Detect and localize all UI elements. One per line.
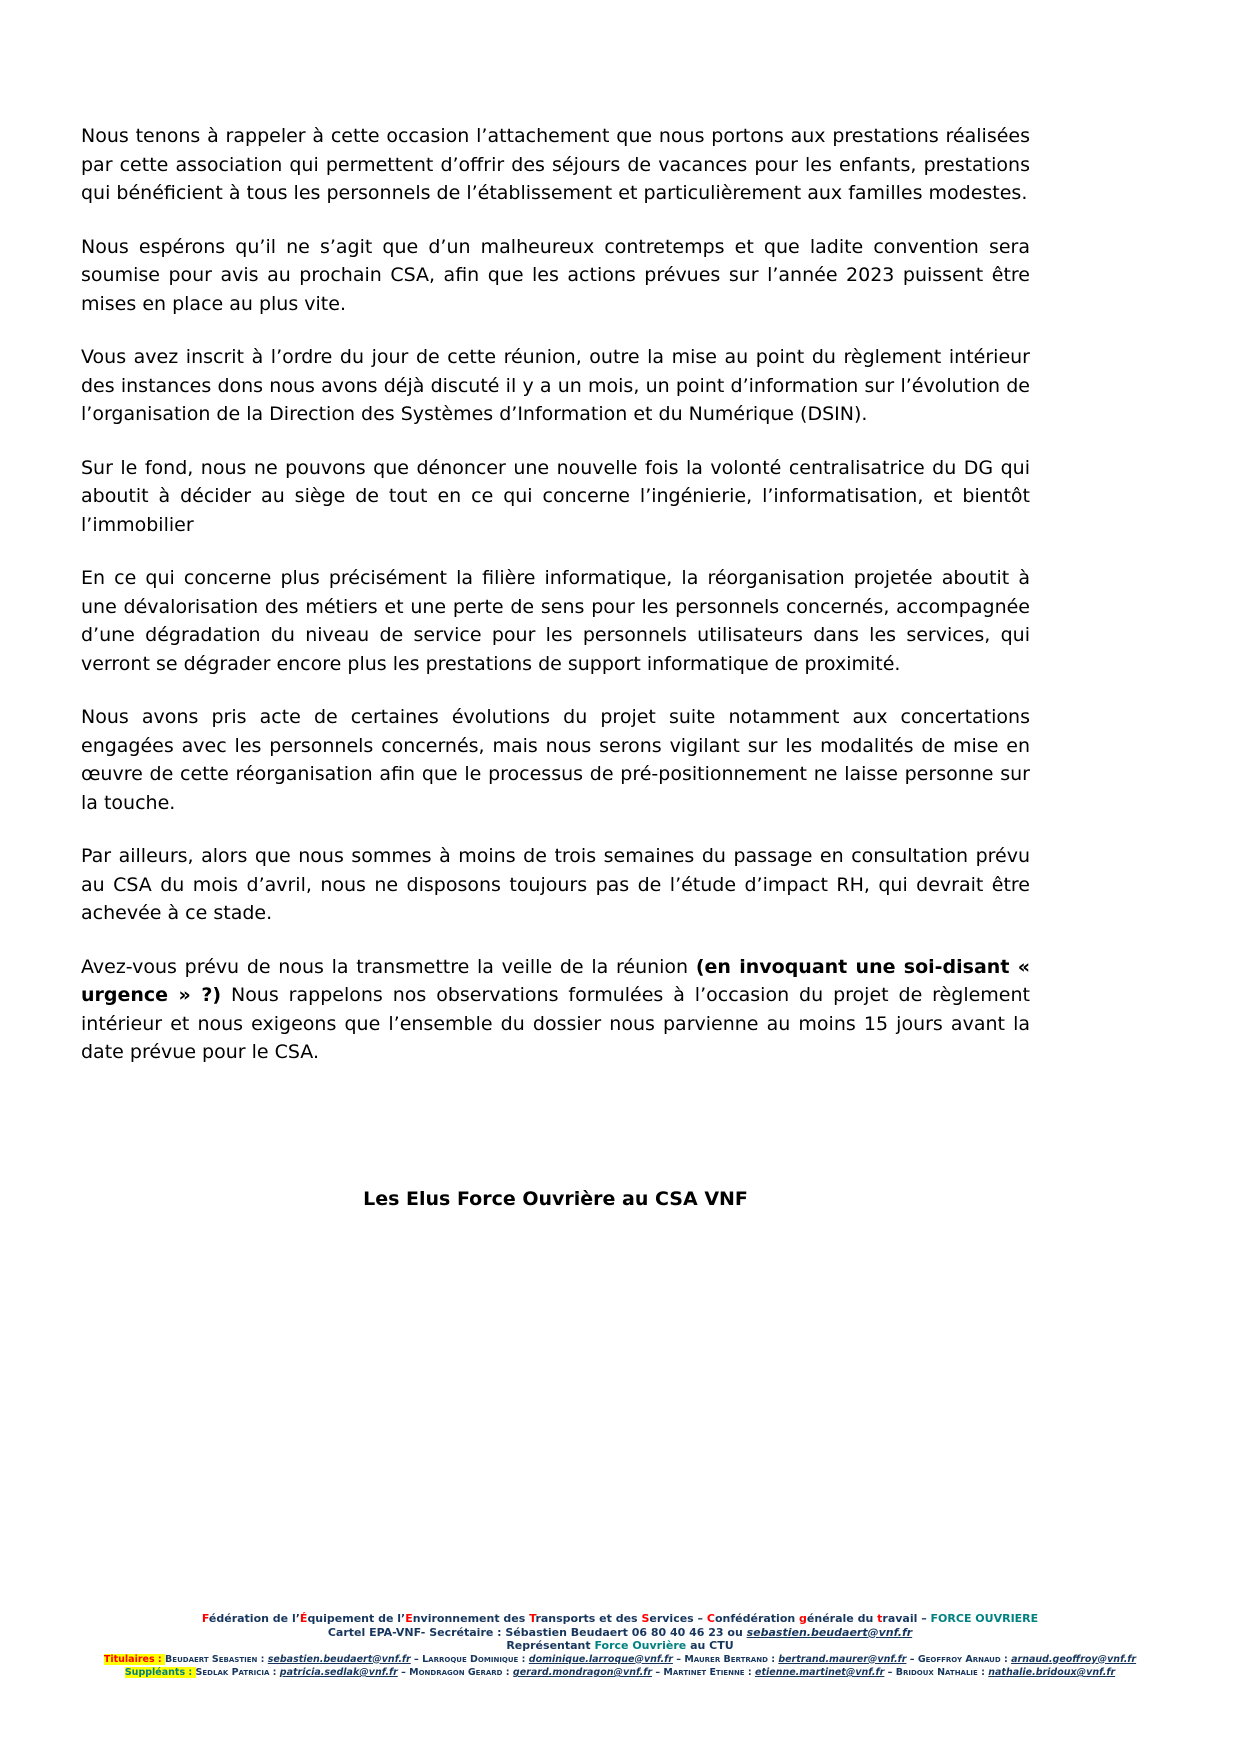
paragraph-filiere-informatique: En ce qui concerne plus précisément la filière informatique, la réorganisation projetée aboutit à une dévalorisation des métiers et une perte de sens pour les personnels concernés, accompagnée d’une dégradation du niveau de service pour les personnels utilisateurs dans les services, qui verront se dégrader encore plus les prestations de support informatique de proximité. (81, 567, 1030, 675)
footer-suppleants-line (0, 1666, 1240, 1680)
text-segment: Mondragon Gerard (409, 1667, 503, 1678)
paragraph-evolutions-projet: Nous avons pris acte de certaines évolutions du projet suite notamment aux concertations engagées avec les personnels concernés, mais nous serons vigilant sur les modalités de mise en œuvre de cette réorganisation afin que le processus de pré-positionnement ne laisse personne sur la touche. (81, 706, 1030, 814)
text-segment: : (1000, 1653, 1012, 1665)
text-segment: – (397, 1667, 410, 1678)
text-segment: : (502, 1667, 513, 1678)
text-segment: – (884, 1667, 896, 1678)
paragraph-attachement-prestations: Nous tenons à rappeler à cette occasion l’attachement que nous portons aux prestations réalisées par cette association qui permettent d’offrir des séjours de vacances pour les enfants, prestations qui bénéficient à tous les personnels de l’établissement et particulièrement aux familles modestes. (81, 125, 1030, 204)
suppleants-label: Suppléants : (124, 1667, 196, 1678)
text-segment: g (799, 1612, 807, 1625)
text-segment: Beudaert Sebastien (165, 1653, 258, 1665)
text-segment: – (410, 1653, 423, 1665)
text-segment: t (877, 1612, 883, 1625)
text-segment: Larroque Dominique (422, 1653, 519, 1665)
text-segment: Nous rappelons nos observations formulées à l’occasion du projet de règlement intérieur et nous exigeons que l’ensemble du dossier nous parvienne au moins 15 jours avant la date prévue pour le CSA. (81, 984, 1030, 1063)
email-link-mondragon[interactable]: gerard.mondragon@vnf.fr (512, 1667, 653, 1678)
text-segment: Bridoux Nathalie (895, 1667, 978, 1678)
email-link-maurer[interactable]: bertrand.maurer@vnf.fr (778, 1653, 907, 1665)
text-segment: Représentant (506, 1639, 595, 1652)
text-segment: Cartel EPA-VNF- Secrétaire : Sébastien Beudaert 06 80 40 46 23 ou (327, 1625, 747, 1639)
text-segment: – (906, 1653, 918, 1665)
text-segment: T (529, 1612, 536, 1625)
text-segment: Avez-vous prévu de nous la transmettre la veille de la réunion (81, 955, 696, 978)
footer-secretaire-line (0, 1626, 1240, 1640)
text-segment: nvironnement des (412, 1612, 530, 1625)
text-segment: – (652, 1667, 664, 1678)
email-link-sedlak[interactable]: patricia.sedlak@vnf.fr (279, 1667, 398, 1678)
text-segment: : (518, 1653, 529, 1665)
document-body (81, 122, 1030, 1213)
text-segment: ervices – (649, 1612, 707, 1625)
text-segment: : (257, 1653, 268, 1665)
text-segment: : (744, 1667, 756, 1678)
text-segment: onfédération (714, 1612, 800, 1625)
text-segment: Maurer Bertrand (684, 1653, 768, 1665)
footer-titulaires-line (0, 1653, 1240, 1667)
page-footer (0, 1612, 1240, 1680)
email-link-beudaert[interactable]: sebastien.beudaert@vnf.fr (267, 1653, 411, 1665)
text-segment: Geoffroy Arnaud (917, 1653, 1001, 1665)
text-segment: quipement de l’ (307, 1612, 406, 1625)
text-segment: Sedlak Patricia (195, 1667, 270, 1678)
text-segment: Force Ouvrière (594, 1639, 687, 1652)
email-link-larroque[interactable]: dominique.larroque@vnf.fr (528, 1653, 673, 1665)
text-segment: : (767, 1653, 779, 1665)
signature-line: Les Elus Force Ouvrière au CSA VNF (363, 1187, 748, 1210)
titulaires-label: Titulaires : (103, 1653, 166, 1665)
text-segment: – (672, 1653, 685, 1665)
text-segment: édération de l’ (208, 1612, 300, 1625)
text-segment: C (706, 1612, 715, 1625)
footer-representant-line (0, 1639, 1240, 1653)
email-link-martinet[interactable]: etienne.martinet@vnf.fr (755, 1667, 885, 1678)
text-segment: énérale du (806, 1612, 878, 1625)
paragraph-transmission-dossier (81, 953, 1030, 1067)
text-segment: : (269, 1667, 280, 1678)
text-segment: F (201, 1612, 209, 1625)
text-segment: Martinet Etienne (663, 1667, 745, 1678)
text-segment: au CTU (686, 1639, 734, 1652)
text-segment: E (405, 1612, 413, 1625)
paragraph-volonte-centralisatrice: Sur le fond, nous ne pouvons que dénoncer une nouvelle fois la volonté centralisatrice du DG qui aboutit à décider au siège de tout en ce qui concerne l’ingénierie, l’informatisation, et bientôt l’immobilier (81, 456, 1030, 536)
email-link-geoffroy[interactable]: arnaud.geoffroy@vnf.fr (1011, 1653, 1137, 1665)
text-segment: ravail – (882, 1612, 931, 1625)
text-segment: FORCE OUVRIERE (930, 1612, 1039, 1625)
email-link-bridoux[interactable]: nathalie.bridoux@vnf.fr (988, 1667, 1116, 1678)
paragraph-malheureux-contretemps: Nous espérons qu’il ne s’agit que d’un malheureux contretemps et que ladite convention sera soumise pour avis au prochain CSA, afin que les actions prévues sur l’année 2023 puissent être mises en place au plus vite. (81, 235, 1030, 315)
footer-federation-line (0, 1612, 1240, 1626)
paragraph-ordre-du-jour: Vous avez inscrit à l’ordre du jour de cette réunion, outre la mise au point du règlement intérieur des instances dons nous avons déjà discuté il y a un mois, un point d’information sur l’évolution de l’organisation de la Direction des Systèmes d’Information et du Numérique (DSIN). (81, 346, 1030, 425)
text-segment: (en invoquant une soi-disant « urgence » ?) (81, 955, 1030, 1006)
email-link-secretaire[interactable]: sebastien.beudaert@vnf.fr (746, 1625, 913, 1639)
text-segment: S (641, 1612, 650, 1625)
text-segment: É (299, 1612, 308, 1625)
text-segment: ransports et des (535, 1612, 642, 1625)
paragraph-etude-impact-rh: Par ailleurs, alors que nous sommes à moins de trois semaines du passage en consultation prévu au CSA du mois d’avril, nous ne disposons toujours pas de l’étude d’impact RH, qui devrait être achevée à ce stade. (81, 845, 1030, 924)
text-segment: : (977, 1667, 989, 1678)
